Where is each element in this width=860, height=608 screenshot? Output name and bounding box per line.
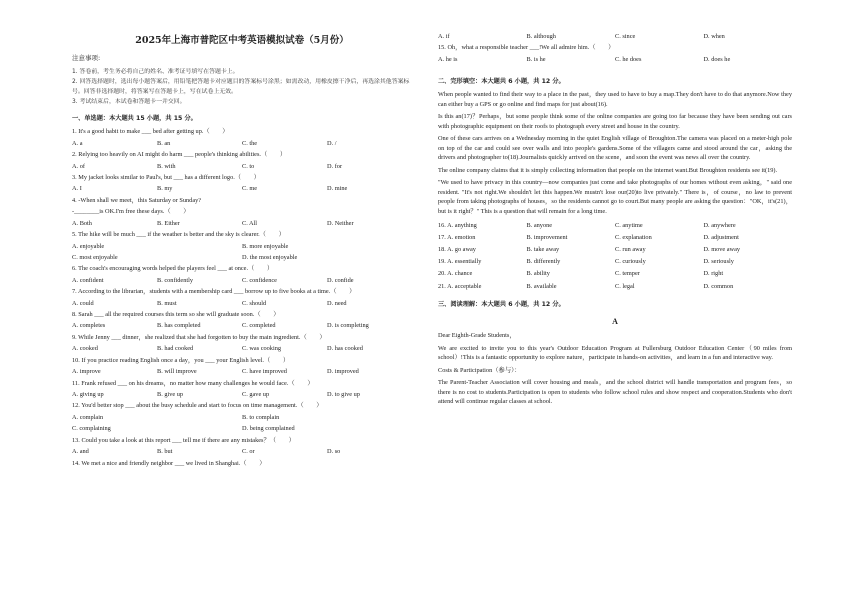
mc-question: 10. If you practice reading English once a day，you ___ your English level.（ ） xyxy=(72,356,290,364)
note-1: 1. 答卷前，考生务必将自己的姓名、准考证号填写在答题卡上。 xyxy=(72,69,239,76)
right-column xyxy=(438,0,792,407)
option[interactable]: C. me xyxy=(242,185,258,193)
option[interactable]: A. if xyxy=(438,33,450,40)
mc-question: 11. Frank refused ___ on his dreams，no matter how many challenges he would face.（ ） xyxy=(72,379,314,387)
cloze-options-row xyxy=(438,269,792,278)
option[interactable]: B. Either xyxy=(157,219,180,227)
option[interactable]: C. legal xyxy=(615,282,635,290)
mc-question-line2: -________is OK.I'm free these days.（ ） xyxy=(72,208,190,216)
option[interactable]: B. with xyxy=(157,162,176,170)
option[interactable]: A. could xyxy=(72,299,94,307)
option[interactable]: A. a xyxy=(72,139,83,147)
option[interactable]: D. need xyxy=(327,299,347,307)
option[interactable]: B. had cooked xyxy=(157,345,194,353)
cloze-paragraph: One of these cars arrives on a Wednesday morning in the quiet English village of Broughton.The camera was placed on a meter-high pole on top of the car and could see over walls and into people's gardens.Some of the villagers came and stood around the car，asking the drivers and photographer to(18).Journalists quickly arrived on the scene，and soon the event was news all over the country. xyxy=(438,134,792,162)
option[interactable]: C. since xyxy=(615,33,636,40)
option[interactable]: D. seriously xyxy=(703,258,734,266)
q15-options xyxy=(438,55,792,64)
mc-question: 6. The coach's encouraging words helped the players feel ___ at once.（ ） xyxy=(72,265,274,273)
option[interactable]: A. and xyxy=(72,448,89,456)
option[interactable]: D. the most enjoyable xyxy=(242,253,298,261)
question-15: 15. Oh，what a responsible teacher ___!We all admire him.（ ） xyxy=(438,44,615,52)
cloze-options-row xyxy=(438,257,792,266)
option[interactable]: B. take away xyxy=(526,246,560,254)
reading-paragraph: Dear Eighth-Grade Students， xyxy=(438,332,516,340)
option[interactable]: C. to xyxy=(242,162,255,170)
option[interactable]: C. run away xyxy=(615,246,646,254)
option[interactable]: A. enjoyable xyxy=(72,242,105,250)
mc-question: 3. My jacket looks similar to Paul's, but ___ has a different logo.（ ） xyxy=(72,173,260,181)
option[interactable]: B. my xyxy=(157,185,173,193)
option[interactable]: D. confide xyxy=(327,276,354,284)
option[interactable]: D. Neither xyxy=(327,219,354,227)
option[interactable]: B. improvement xyxy=(526,234,568,242)
option[interactable]: A. improve xyxy=(72,368,101,376)
option[interactable]: A. he is xyxy=(438,55,458,63)
mc-question: 7. According to the librarian，students with a membership card ___ borrow up to five books at a time.（ ） xyxy=(72,288,356,296)
mc-options-row xyxy=(72,413,412,422)
mc-question: 4. -When shall we meet，this Saturday or Sunday? xyxy=(72,196,202,204)
section1-heading: 一、单选题：本大题共 15 小题，共 15 分。 xyxy=(72,115,197,123)
option[interactable]: B. confidently xyxy=(157,276,194,284)
mc-options-row xyxy=(72,219,412,228)
mc-question: 5. The hike will be much ___ if the weather is better and the sky is clearer.（ ） xyxy=(72,231,285,239)
option[interactable]: D. mine xyxy=(327,185,348,193)
reading-paragraph: We are excited to invite you to this year's Outdoor Education Program at Fullersburg Outdoor Education Center（90 miles from school）!This is a fantastic opportunity to explore nature，participate in hands-on activities，and learn in a fun and interactive way. xyxy=(438,344,792,362)
option[interactable]: D. does he xyxy=(703,55,731,63)
option[interactable]: A. of xyxy=(72,162,85,170)
option[interactable]: B. anyone xyxy=(526,221,553,229)
cloze-paragraph: The online company claims that it is simply collecting information that people on the internet want.But Broughton residents see it(19). xyxy=(438,166,778,174)
option[interactable]: A. I xyxy=(72,185,82,193)
option[interactable]: A. giving up xyxy=(72,391,104,398)
option[interactable]: D. when xyxy=(703,33,725,40)
mc-options-row xyxy=(72,321,412,330)
option[interactable]: C. was cooking xyxy=(242,345,282,353)
option[interactable]: 20. A. chance xyxy=(438,270,473,278)
mc-options-row xyxy=(72,390,412,399)
option[interactable]: C. curiously xyxy=(615,258,646,266)
option[interactable]: D. right xyxy=(703,270,724,278)
option[interactable]: D. move away xyxy=(703,246,741,254)
option[interactable]: D. common xyxy=(703,282,734,290)
mc-options-row xyxy=(72,276,412,285)
passage-letter: A xyxy=(612,316,618,326)
option[interactable]: A. confident xyxy=(72,276,104,284)
mc-question: 12. You'd better stop ___ about the busy schedule and start to focus on time management.（ ） xyxy=(72,402,323,410)
option[interactable]: C. explanation xyxy=(615,234,652,242)
option[interactable]: A. complain xyxy=(72,413,104,421)
note-2: 2. 回答选择题时，选出每小题答案后，用铅笔把答题卡对应题目的答案标号涂黑；如需改动，用橡皮擦干净后，再选涂其他答案标号。回答非选择题时，将答案写在答题卡上，写在试卷上无效。 xyxy=(72,79,410,96)
option[interactable]: B. must xyxy=(157,299,177,307)
option[interactable]: D. improved xyxy=(327,368,359,376)
cloze-paragraph: Is this an(17)？Perhaps，but some people think some of the online companies are going too far because they have been sending out cars with photographic equipment on their roofs to photograph every street and house in the country. xyxy=(438,112,792,130)
option[interactable]: B. an xyxy=(157,139,171,147)
cloze-options-row xyxy=(438,221,792,230)
option[interactable]: 17. A. emotion xyxy=(438,234,476,242)
option[interactable]: C. complaining xyxy=(72,425,111,433)
mc-options-row xyxy=(72,253,412,262)
option[interactable]: C. temper xyxy=(615,270,640,278)
option[interactable]: 16. A. anything xyxy=(438,221,477,229)
option[interactable]: B. give up xyxy=(157,391,184,398)
cloze-options-list xyxy=(438,221,792,291)
cloze-options-row xyxy=(438,282,792,291)
option[interactable]: B. ability xyxy=(526,270,550,278)
option[interactable]: B. more enjoyable xyxy=(242,242,289,250)
cloze-options-row xyxy=(438,245,792,254)
option[interactable]: C. gave up xyxy=(242,391,270,398)
option[interactable]: D. anywhere xyxy=(703,221,736,229)
option[interactable]: C. have improved xyxy=(242,368,287,376)
option[interactable]: D. is completing xyxy=(327,322,369,330)
mc-question: 8. Sarah ___ all the required courses this term so she will graduate soon.（ ） xyxy=(72,311,280,319)
option[interactable]: A. Both xyxy=(72,219,92,227)
section2-heading: 二、完形填空：本大题共 6 小题，共 12 分。 xyxy=(438,77,565,85)
mc-options-row xyxy=(72,139,412,148)
cloze-paragraph: When people wanted to find their way to a place in the past，they used to have to buy a map.They don't have to do that anymore.Now they can either buy a GPS or go online and find maps for just about(16). xyxy=(438,90,792,108)
notes-heading: 注意事项: xyxy=(72,53,101,62)
option[interactable]: C. All xyxy=(242,219,258,227)
mc-question: 2. Relying too heavily on AI might do harm ___ people's thinking abilities.（ ） xyxy=(72,151,287,159)
option[interactable]: B. available xyxy=(526,282,557,290)
option[interactable]: D. being complained xyxy=(242,425,295,433)
note-3: 3. 考试结束后，本试卷和答题卡一并交回。 xyxy=(72,99,186,106)
mc-options-row xyxy=(72,184,412,193)
option[interactable]: C. he does xyxy=(615,55,642,63)
option[interactable]: C. completed xyxy=(242,322,276,330)
mc-question: 1. It's a good habit to make ___ bed after getting up.（ ） xyxy=(72,128,229,136)
option[interactable]: C. most enjoyable xyxy=(72,253,118,261)
option[interactable]: C. the xyxy=(242,139,258,147)
mc-question: 9. While Jenny ___ dinner，she realized that she had forgotten to buy the main ingredient.（ ） xyxy=(72,333,326,341)
option[interactable]: B. has completed xyxy=(157,322,201,330)
option[interactable]: A. cooked xyxy=(72,345,98,353)
option[interactable]: B. although xyxy=(526,33,556,40)
section3-heading: 三、阅读理解：本大题共 6 小题，共 12 分。 xyxy=(438,300,565,308)
option[interactable]: D. so xyxy=(327,448,341,456)
cloze-options-row xyxy=(438,233,792,242)
option[interactable]: D. has cooked xyxy=(327,345,363,353)
mc-options-row xyxy=(72,367,412,376)
option[interactable]: D. for xyxy=(327,162,343,170)
option[interactable]: 21. A. acceptable xyxy=(438,282,482,290)
reading-paragraph: Costs & Participation（参与）： xyxy=(438,366,521,374)
option[interactable]: D. / xyxy=(327,139,337,147)
option[interactable]: A. completes xyxy=(72,322,106,330)
option[interactable]: B. differently xyxy=(526,258,561,266)
page-title: 2025年上海市普陀区中考英语模拟试卷（5月份） xyxy=(135,35,349,46)
option[interactable]: C. should xyxy=(242,299,267,307)
mc-options-row xyxy=(72,299,412,308)
option[interactable]: B. will improve xyxy=(157,368,197,376)
option[interactable]: 18. A. go away xyxy=(438,246,476,254)
option[interactable]: D. to give up xyxy=(327,391,360,398)
mc-options-row xyxy=(72,447,412,456)
mc-options-row xyxy=(72,162,412,171)
left-column xyxy=(72,0,412,468)
mc-options-row xyxy=(72,242,412,251)
cloze-paragraph: "We used to have privacy in this country—now companies just come and take photographs of our homes without even asking，" said one resident. "It's not right.We shouldn't let this happen.We mustn't lose our(20)to live privately." There is，of course，no law to prevent people from taking photographs of houses，so the residents cannot go to court.But many people are asking the question："OK，it's(21)，but is it right？" This is a question that will remain for a long time. xyxy=(438,178,792,216)
option[interactable]: B. is he xyxy=(526,55,546,63)
mc-question: 13. Could you take a look at this report ___ tell me if there are any mistakes？（ ） xyxy=(72,436,295,444)
mc-options-row xyxy=(72,424,412,433)
mc-question-list xyxy=(72,127,412,467)
option[interactable]: 19. A. essentially xyxy=(438,258,482,266)
option[interactable]: C. or xyxy=(242,448,255,456)
mc-question: 14. We met a nice and friendly neighbor ___ we lived in Shanghai.（ ） xyxy=(72,459,266,467)
option[interactable]: D. adjustment xyxy=(703,234,739,242)
q14-options xyxy=(438,32,792,41)
option[interactable]: B. to complain xyxy=(242,413,280,421)
reading-paragraph: The Parent-Teacher Association will cover housing and meals，and the school district will handle transportation and program fees，so there is no cost to students.Participation is open to students who follow school rules and show respect and cooperation.Students who don't attend will continue regular classes at school. xyxy=(438,378,792,406)
option[interactable]: C. confidence xyxy=(242,276,277,284)
option[interactable]: B. but xyxy=(157,448,173,456)
mc-options-row xyxy=(72,344,412,353)
option[interactable]: C. anytime xyxy=(615,221,643,229)
